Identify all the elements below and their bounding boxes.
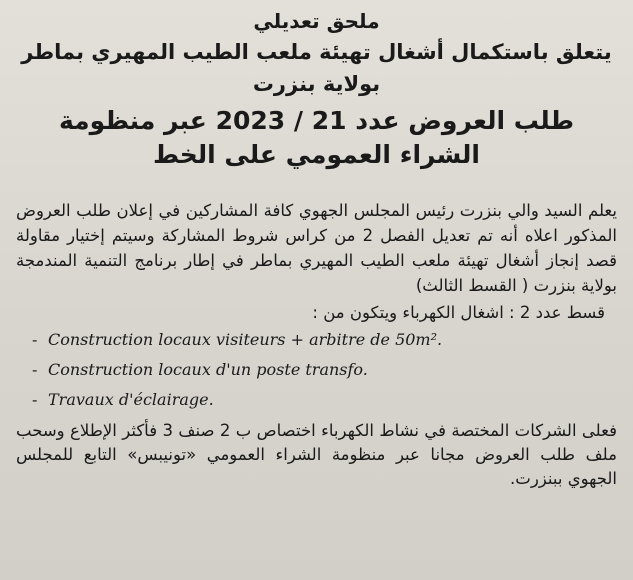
- list-item-text: Construction locaux d'un poste transfo.: [48, 360, 368, 379]
- list-item: [32, 359, 619, 381]
- notice-subtitle: يتعلق باستكمال أشغال تهيئة ملعب الطيب المهيري بماطر بولاية بنزرت: [21, 40, 612, 96]
- tender-headline: طلب العروض عدد 21 / 2023 عبر منظومة الشراء العمومي على الخط: [59, 106, 574, 169]
- lot-heading: قسط عدد 2 : اشغال الكهرباء ويتكون من :: [312, 303, 605, 322]
- list-item-text: Construction locaux visiteurs + arbitre de 50m².: [48, 330, 443, 349]
- list-item: [32, 389, 619, 411]
- list-item: [32, 329, 619, 351]
- closing-paragraph: فعلى الشركات المختصة في نشاط الكهرباء اختصاص ب 2 صنف 3 فأكثر الإطلاع وسحب ملف طلب العروض مجانا عبر منظومة الشراء العمومي «تونيبس» التابع للمجلس الجهوي ببنزرت.: [16, 421, 617, 488]
- list-item-text: Travaux d'éclairage.: [48, 390, 214, 409]
- notice-title: ملحق تعديلي: [253, 9, 380, 33]
- body-paragraph: يعلم السيد والي بنزرت رئيس المجلس الجهوي كافة المشاركين في إعلان طلب العروض المذكور اعلاه أنه تم تعديل الفصل 2 من كراس شروط المشاركة وسيتم إختيار مقاولة قصد إنجاز أشغال تهيئة ملعب الطيب المهيري بماطر في إطار برنامج التنمية المندمجة بولاية بنزرت ( القسط الثالث): [16, 201, 617, 295]
- list-dash: -: [32, 390, 38, 409]
- works-list: [14, 329, 619, 411]
- list-dash: -: [32, 330, 38, 349]
- list-dash: -: [32, 360, 38, 379]
